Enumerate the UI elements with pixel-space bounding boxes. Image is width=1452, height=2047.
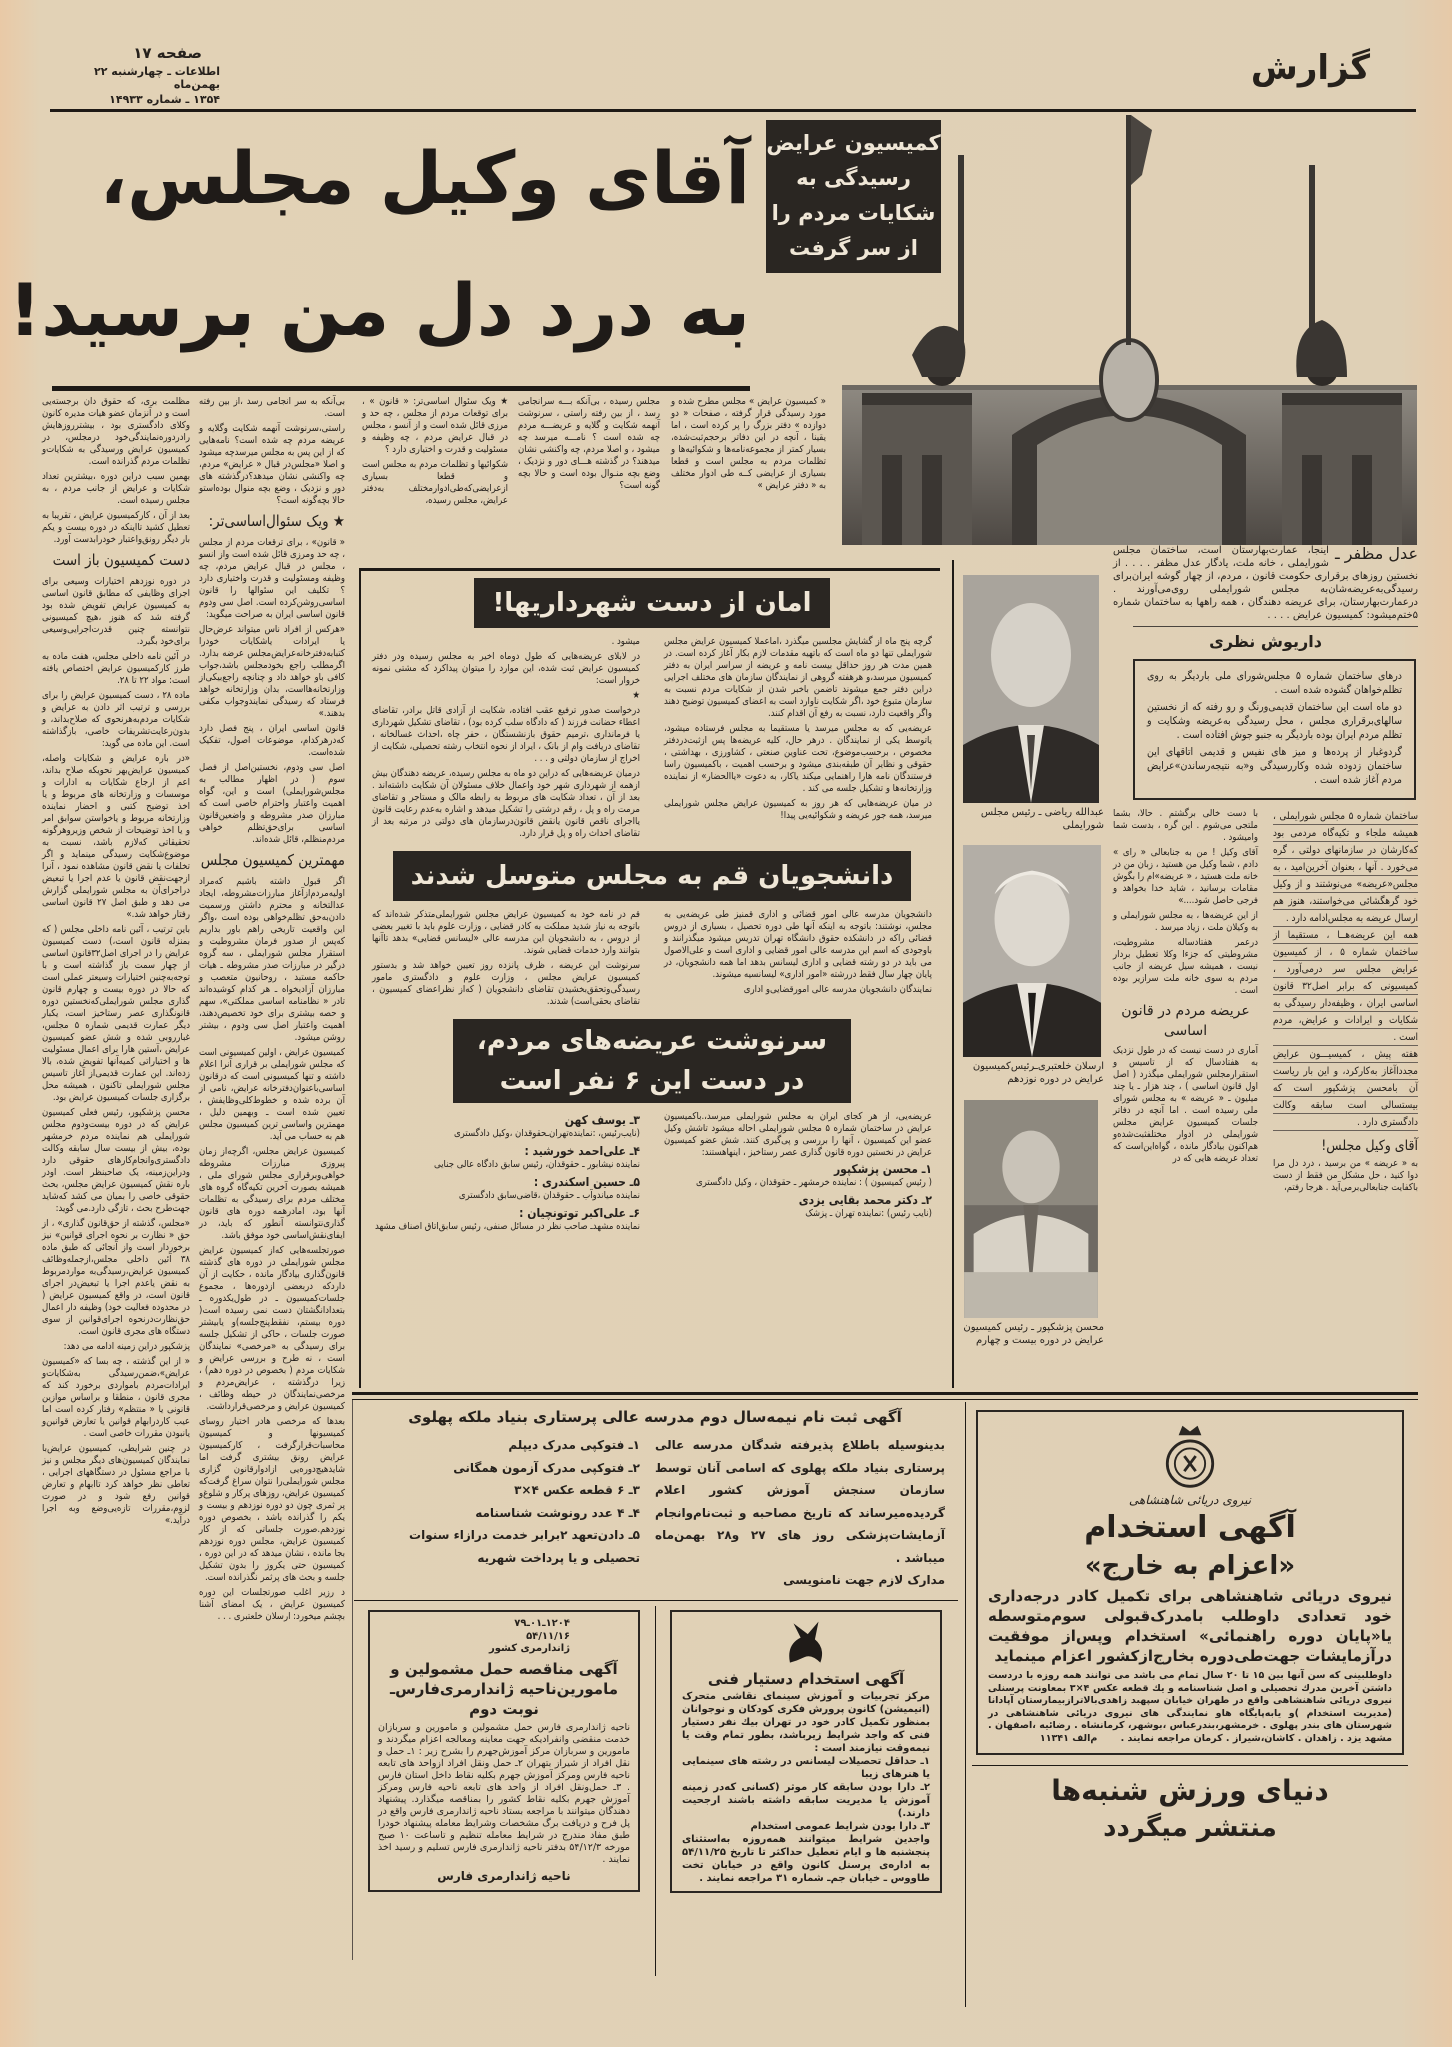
article-column: [372, 909, 640, 1011]
paragraph: درهای ساختمان شماره ۵ مجلس‌شورای ملی باردیگر به روی تظلم‌خواهان گشوده شده است .: [1147, 670, 1402, 696]
paragraph: در لابلای عریضه‌هایی که طول دوماه اخیر به مجلس رسیده ودر دفتر کمیسیون عرایض ثبت شده، این موارد را میتوان پیداکرد که مشتی نمونه خروار است:: [372, 651, 640, 686]
members-list-right: [664, 1111, 932, 1237]
navy-emblem-icon: [1162, 1422, 1218, 1492]
kicker-line: کمیسیون عرایض: [766, 131, 941, 155]
nursing-ad-text: بدینوسیله باطلاع پذیرفته شدگان مدرسه عالی پرستاری بنیاد ملکه پهلوی که اسامی آنان توسط سازمان سنجش آموزش کشور اعلام گردیده‌میرساند که تاریخ مصاحبه و ثبت‌نام‌وانجام آزمایشات‌پزشکی روز های ۲۷ و۲۸ بهمن‌ماه میباشد .: [655, 1438, 945, 1565]
paragraph: سرنوشت این عریضه ، ظرف پانزده روز تعیین خواهد شد و بدستور کمیسیون عرایض مجلس ، وزارت علوم و دادگستری مامور رسیدگی‌وتحقق‌بخشیدن تقاضای دانشجویان ( که‌از نظراعضای کمیسیون ، تقاضای بحقی‌است) شدند.: [372, 960, 640, 1007]
navy-ad-title: آگهی استخدام: [1084, 1510, 1296, 1545]
gendarmerie-ad-body: ناحیه ژاندارمری فارس حمل مشمولین و مامورین و سربازان خدمت منقضی وانفرادیکه جهت معاینه ومعالجه اعزام میگردند و مامورین و سربازان مرکز آموزش‌جهرم را بشرح زیر : ۱ـ حمل و نقل افراد از شیراز بتهران ۲ـ حمل ونقل افراد ازواحد های تابعه ناحیه فارس ومرکز آموزش جهرم بکلیه نقاط داخل استان فارس . ۳ـ حمل‌ونقل افراد از واحد های تابعه ناحیه فارس ومرکز آموزش جهرم بکلیه نقاط کشور را بمناقصه میگذارد. پیشنهاد دهندگان میتوانند با مراجعه بستاد ناحیه ژاندارمری فارس واقع در پل فرح و دریافت برگ مشخصات وشرایط معامله پیشنهاد خودرا طبق مفاد مندرج در شرایط معامله تنظیم و تاساعت ۱۰ صبح مورخه ۵۴/۱۲/۳ بدفتر ناحیه ژاندارمری فارس تسلیم و رسید اخذ نمایند .: [378, 1721, 631, 1865]
kanoon-ad-title: آگهی استخدام دستیار فنی: [707, 1670, 905, 1688]
sports-notice-line1: دنیای ورزش شنبه‌ها: [1051, 1774, 1329, 1807]
ad-divider: [655, 1606, 656, 1976]
left-subcolumn: [1113, 808, 1258, 1197]
paragraph: قانون اساسی ایران ، پنج فصل دارد که‌درهرکدام، موضوعات اصول، تفکیک شده‌است.: [199, 723, 345, 758]
paragraph: دو ماه است این ساختمان قدیمی‌ورنگ و رو رفته که از نخستین سالهای‌برقراری مجلس ، محل رسیدگی به‌عریضه وشکایت و تظلم مردم ایران بوده باردیگر به جنبو جوش افتاده است .: [1147, 701, 1402, 741]
nursing-ad-item: ۵ـ دادن‌تعهد ۲برابر خدمت درازاء سنوات تحصیلی و یا پرداخت شهریه: [409, 1528, 640, 1565]
subheading-line: در دست این ۶ نفر است: [499, 1066, 805, 1096]
paragraph: با دست خالی برگشتم . حالا، بشما ملتجی می‌شوم . این گره ، بدست شما وامیشود .: [1113, 808, 1258, 843]
main-headline-line1: آقای وکیل مجلس،: [99, 136, 750, 220]
intro-box: [1133, 659, 1416, 800]
section-rule: [352, 1399, 1418, 1400]
members-list-left: [372, 1111, 640, 1237]
caption-rule: [1133, 626, 1418, 627]
kanoon-ad-box: [670, 1610, 942, 1893]
members-intro: عریضه‌یی، از هر کجای ایران به مجلس شورایملی میرسد،.باکمیسیون عرایض در ساختمان شماره ۵ مجلس شورایملی احاله میشود تاشش وکیل عضو این کمیسیون ، آنها را بررسی و پی‌گیری کنند. شش عضو کمیسیون عرایض در نخستین دوره قانون گذاری عصر رستاخیز ، اینهاهستند:: [664, 1111, 932, 1158]
byline: داریوش نظری: [1209, 632, 1322, 651]
navy-and-sports: [972, 1410, 1408, 1846]
member-name: ۴ـ علی‌احمد خورشید :: [524, 1144, 640, 1158]
paragraph: مجلس رسیده ، بی‌آنکه بـــه سرانجامی رسد ، از بین رفته راستی ، سرنوشت آنهمه شکایت و گلایه و عریضـــه مردم چه شده است ؟ نامـــه میرسد چه میشود ، و اصلا مردم، چه واکنشی نشان میدهند؟ در گذشته هـــای دور و نزدیک ، وضع بچه منـوال بوده است و حالا بچه گونه است؟: [518, 396, 660, 491]
paragraph: در چنین شرایطی، کمیسیون عرایض‌با نمایندگان کمیسیون‌های دیگر مجلس و نیز با مراجع مسئول در دستگاههای اجرایی ، تعاطی نظر خواهد کرد تاابهام و تعارض قوانین رفع شود و در صورت لزوم،مقررات تازه‌یی‌وضع وبه اجرا درآید.»: [42, 1443, 190, 1526]
paragraph: بعد از آن ، کارکمیسیون عرایض ، تقریبا به تعطیل کشید تااینکه در دوره بیست و یکم بار دیگر رونق‌واعتبار خودرابدست آورد.: [42, 510, 190, 545]
kanoon-ad-item: ۲ـ دارا بودن سابقه کار موثر (کسانی که‌در زمینه آموزش یا مدیریت سابقه داشته باشند ارجحیت دارند.): [682, 1782, 930, 1819]
article-column: [671, 396, 826, 495]
member-name: ۲ـ دکتر محمد بقایی یزدی: [798, 1193, 932, 1207]
paragraph: « کمیسیون عرایض » مجلس مطرح شده و مورد رسیدگی قرار گرفته ، صفحات « دو دوازده » دفتر بزرگ را پر کرده است ، اما یقینا ، آنچه در این دفاتر برحجم‌ثبت‌شده، بسیار کمتر از مجموعه‌نامه‌ها و شکوائیه‌ها و تظلمات مردم به مجلس است و قطعا بسیاری از عرایضی کــه طی ادوار مختلف به « دفتر عرایض »: [671, 396, 826, 491]
article-column: [518, 396, 660, 495]
article-column: [664, 909, 932, 1011]
gendarmerie-ad-box: [368, 1610, 640, 1892]
navy-ad-body: [988, 1670, 1392, 1745]
paragraph: باین ترتیب ، آئین نامه داخلی مجلس ( که بمنزله قانون است،) دست کمیسیون عرایض را در اجرای اصل‌۳۲قانون اساسی از چهار سمت باز گذاشته است و با توجه‌به‌چنین اختیارات وسیعتر عملی است که حالا در دوره بیست و چهارم قانون گذاری مجلس شورایملی‌که‌نخستین دوره قانونگذاری عصر رستاخیز است، یکبار دیگر عمارت قدیمی شماره ۵ مجلس، غبارروبی شده و شش عضو کمیسیون عرایض ،آستین هارا برای اعمال مسئولیت ها و اختیاراتی کمیه‌آنها تفویض شده، بالا زده‌اند. این عمارت قدیمی‌از آغاز تاسیس مجلس شورایملی تاکنون ، همیشه محل برگزاری جلسات کمیسیون عرایض بود.: [42, 924, 190, 1103]
nursing-ad-item: ۳ـ ۶ قطعه عکس ۴×۳: [514, 1483, 640, 1497]
box-left-rule: [359, 568, 361, 1388]
paragraph: قم در نامه خود به کمیسیون عرایض مجلس شورایملی‌متذکر شده‌اند که باتوجه به نیاز شدید مملکت به کادر قضایی ، وزارت علوم باید با تغییر بعضی از دروس ، به دانشجویان این مدرسه عالی «لیسانس قضایی» بدهد تاآنها بتوانند وارد خدمات قضایی شوند.: [372, 909, 640, 956]
ruled-column: [1273, 808, 1418, 1131]
paragraph: هفته پیش ، کمیسیـــون عرایض مجدداآغاز به‌کارکرد، و این بار ریاست آن بامحسن پزشکپور است که بیستسالی است سابقه وکالت دادگستری دارد .: [1273, 1049, 1418, 1128]
paragraph: کمیسیون عرایض ، اولین کمیسیونی است که مجلس شورایملی بر قراری آنرا اعلام داشته و تنها کمیسیونی است که درقانون اساسی‌باعنوان‌دفترخانه عرایض، نامی از آن برده شده و خطوط‌کلی‌وظایفش ، تعیین شده است ـ وبهمین دلیل ، مهمترین واساسی ترین کمیسیون مجلس هم به حساب می آید.: [199, 1047, 345, 1142]
nursing-ad-items: [400, 1434, 640, 1569]
portrait-caption: عبدالله ریاضی ـ رئیس مجلس شورایملی: [980, 807, 1104, 831]
portrait-caption: محسن پزشکپور ـ رئیس کمیسیون عرایض در دوره بیست و چهارم: [963, 1322, 1104, 1346]
paragraph: بی‌آنکه به سر انجامی رسد ،از بین رفته است.: [199, 396, 345, 419]
paragraph: بهمین سبب دراین دوره ،بیشترین تعداد شکایات و عرایض از جانب مردم ، به مجلس رسیده است.: [42, 471, 190, 506]
paragraph: نمایندگان دانشجویان مدرسه عالی امورقضایی‌و اداری: [743, 984, 932, 995]
article-column: [1113, 1045, 1258, 1165]
headline-rule: [52, 386, 750, 391]
page-info: [70, 44, 220, 106]
paragraph: پزشکپور دراین زمینه ادامه می دهد:: [63, 1341, 190, 1352]
paragraph: میشود .: [611, 636, 640, 647]
gendarmerie-ad-date: ۵۴/۱۱/۱۶: [526, 1630, 570, 1642]
article-column: [362, 396, 508, 510]
gendarmerie-ad-signature: ناحیه ژاندارمری فارس: [437, 1868, 571, 1883]
paragraph: محسن پزشکپور، رئیس فعلی کمیسیون عرایض که در دوره بیست‌ودوم مجلس شورایملی هم نماینده مردم خرمشهر بوده، بیش از بیست سال سابقه وکالت دادگستری‌و‌انجام‌کارهای حقوقی دارد ودراین‌زمینه، یک صاحبنظر است. او‌در باره نقش کمیسیون عرایض مجلس، بحث حقوقی خاصی را بمیان می کشد کەشاید جهت‌طرح بحث ، تازگی دارد.می گوید:: [42, 1107, 190, 1214]
paragraph: شکوائیها و تظلمات مردم به مجلس است و قطعا بسیاری ازعرایضی‌کەطی‌ادوار‌مختلف به‌دفتر عرایض، مجلس رسیده،: [362, 459, 508, 506]
boxed-section: [372, 578, 932, 1237]
paragraph: «هرکس از افراد ناس میتواند عرض‌حال یا ایرادات یاشکایات خودرا کتبابه‌دفترخانه‌عرایض‌مجلس عرضه بدارد. اگرمطلب راجع بخودمجلس باشد،جواب کافی باو خواهد داد و چنانچه راجع‌بیکی‌از وزارتخانه‌هااست، بدان وزارتخانه خواهد فرستاد که رسیدگی نمایندوجواب مکفی بدهند.»: [199, 624, 345, 719]
navy-ad-box: [976, 1410, 1404, 1755]
paragraph: « قانون» ، برای ترقعات مردم از مجلس ، چه حد ومرزی قائل شده است واز انسو ، مجلس در قبال عرایض مردم، چه وظیفه ومسئولیت و قدرت واختیاری دارد ؟ تکلیف این سئوالها را قانون اساسی‌روشن‌کرده است. اصل سی ودوم قانون اساسی ایران به صراحت میگوید:: [199, 537, 345, 620]
column-subheading: دست کمیسیون باز است: [52, 551, 190, 569]
nursing-ad-body: [655, 1434, 945, 1592]
navy-emblem-text: نیروی دریائی شاهنشاهی: [1128, 1493, 1252, 1507]
member-role: نماینده نیشابور ـ حقوقدان، رئیس سابق دادگاه عالی جنایی: [434, 1159, 640, 1170]
kicker-line: شکایات مردم را: [771, 201, 936, 225]
paragraph: « از این گذشته ، چه بسا که «کمیسیون عرایض»،ضمن‌رسیدگی به‌شکایات‌و ایرادات‌مردم بامواردی برخورد کند که مجری قانون ، منطقا و براساس موازین قانونی یا « منتظم» رفتار کرده است اما عیب کاردرابهام قوانین یا تعارض قوانین‌و یانبودن مقررات خاصی است .: [42, 1356, 190, 1439]
paragraph: درمیان عریضه‌هایی که دراین دو ماه به مجلس رسیده، عریضه دهندگان بیش ازهمه از شهرداری شهر خود واعمال خلاف مسئولان آن شکایت داشته‌اند . بعد از آن ، تعداد شکایت های مربوط به رابطه مالک و مستاجر و تقاضای مرمت راه و پل ، رقم درشتی را تشکیل میدهد و اشاره به‌عدم رعایت قانون یااجرای ناقص قانون یانقض قانون‌درسازمان های دولتی در مرتبه بعد از تقاضای احداث راه و پل قرار دارد.: [372, 768, 640, 839]
column-divider: [352, 1400, 353, 1960]
nursing-ad-item: ۲ـ فتوکپی مدرک آزمون همگانی: [453, 1460, 640, 1475]
column-divider: [952, 560, 954, 1388]
section-title: گزارش: [1250, 48, 1370, 88]
paragraph: گردوغبار از پرده‌ها و میز های نفیس و قدیمی اتاقهای این ساختمان زدوده شده وکاررسیدگی و«به نتیجه‌رساندن»عرایض مردم آغاز شده است .: [1147, 746, 1402, 786]
paragraph: راستی،سرنوشت آنهمه شکایت وگلایه و عریضه مردم چه شده است؟ نامه‌هایی که از این پس به مجلس میرسدچه میشود و اصلا «مجلس‌در قبال « عرایض» مردم، چه واکنشی نشان میدهد؟درگذشته های دور و نزدیک ، وضع بچه منوال بوده‌استو حالا بچه‌گونه است؟: [199, 423, 345, 506]
article-column-left-a: [42, 396, 190, 1530]
paragraph: ★: [632, 690, 640, 701]
paragraph: به « عریضه » من برسید ، درد دل مرا دوا کنید ، حل مشکل من فقط از دست باکفایت جنابعالی‌برمی‌آید . هرجا رفتم،: [1273, 1158, 1418, 1193]
kanoon-ad-text: مرکز تجربیات و آموزش سینمای نقاشی متحرک (انیمیشن) کانون پرورش فکری کودکان و نوجوانان بمنظور تکمیل کادر خود در تهران بیك نفر دستیار فنی که واجد شرایط زیرباشد، بطور تمام وقت یا نیمه‌وقت نیازمند است :: [682, 1691, 930, 1754]
photo-caption-title: عدل مظفر ـ: [1334, 544, 1418, 563]
paragraph: ماده ۲۸ ، دست کمیسیون عرایض را برای بررسی و ترتیب اثر دادن به عرایض و شکایات مردم‌به‌هرنحوی که صلاح‌بداند، و بدون‌رعایت‌تشریفات خاصی، بازگذاشته است. این ماده می گوید:: [42, 690, 190, 749]
nursing-ad-item: ۴ـ ۴ عدد رونوشت شناسنامه: [475, 1505, 640, 1520]
kanoon-ad-item: ۳ـ دارا بودن شرایط عمومی استخدام: [750, 1821, 930, 1832]
right-column: [1113, 544, 1418, 1197]
paragraph: اگر قبول داشته باشیم که‌مراد اولیه‌مردم‌ازآغاز مبارزات‌مشروطه، ایجاد عدالتخانه و محترم داشتن ورسمیت دادن‌به‌حق تظلم‌خواهی بوده است ،واگر این واقعیت تاریخی راهم باور بداریم که‌پس از صدور فرمان مشروطیت و استقرار مجلس شورایملی ، سه گروه درگیر در مبارزات صدر مشروطه ـ هیات حاکمه مستبد ، روحانیون متعصب و مبارزان آزادیخواه ـ هر کدام کوشیده‌اند تادر « نظامنامه اساسی مملکتی»، سهم و حصه بیشتری برای خود تخصیص‌دهند، اهمیت واعتبار اصل سی ودوم ، بیشتر روشن میشود.: [199, 876, 345, 1043]
gendarmerie-ad-org: ژاندارمری کشور: [489, 1643, 570, 1654]
paragraph: «مجلس، گذشته از حق‌قانون گذاری» ، از حق « نظارت بر نحوه اجرای قوانین» نیز برخوردار است واز آنجائی که طبق ماده ۳۸ آئین داخلی مجلس،ازجمله‌وظائف کمیسیون عرایض،رسیدگی‌به موارد‌مربوط به نقض یاعدم اجرا یا تبعیض‌در اجرای قانون است، در واقع کمیسیون عرایض ( در محدوده فعالیت خود) وظیفه دار اعمال حق‌نظارت‌درنحوه اجرای‌قوانین از سوی دستگاه های مجری قانون است.: [42, 1218, 190, 1337]
subheading-qom-students: دانشجویان قم به مجلس متوسل شدند: [393, 851, 912, 901]
member-role: نماینده مشهد‌ـ صاحب نظر در مسائل صنفی، رئیس سابق‌اتاق اصناف مشهد: [375, 1221, 640, 1232]
navy-ad-code: م‌الف ۱۱۳۴۱: [1039, 1732, 1098, 1744]
member-role: نماینده میاندوآب ـ حقوقدان ،قاضی‌سابق دادگستری: [458, 1190, 640, 1201]
paragraph: در دوره نوزدهم اختیارات وسیعی برای اجرای وظایفی که مطابق قانون اساسی به کمیسیون عرایض تفویض شده بود گرفته شد که هنوز ،هیچ کمیسیونی نتوانسته چنین قدرت‌اجرایی‌وسیعی برای‌خود بگیرد.: [42, 576, 190, 647]
article-column: [1113, 808, 1258, 997]
subheading-line: سرنوشت عریضه‌های مردم،: [476, 1026, 828, 1056]
ad-divider: [972, 1765, 1408, 1766]
paragraph: همه این عریضه‌هــا ، مستقیما از ساختمان شماره ۵ ، از کمیسیون عرایض مجلس سر درمی‌آورد ، کمیسیونی که برابر اصل۳۲ قانون اساسی ایران ، وظیفه‌دار رسیدگی به شکایات و ایرادات و عرایض، مردم است .: [1273, 930, 1418, 1043]
gendarmerie-ad-title: آگهی مناقصه حمل مشمولین و مامورین‌ناحیه ژاندارمری‌فارس‌ـ نوبت دوم: [389, 1659, 619, 1718]
box-top-rule: [360, 568, 940, 571]
section-rule: [352, 1392, 1418, 1395]
kicker-line: رسیدگی به: [796, 166, 911, 190]
portrait-caption: ارسلان خلعتبری‌ـرئیس‌کمیسیون عرایض در دوره نوزدهم: [972, 1061, 1104, 1085]
member-name: ۳ـ یوسف کهن: [564, 1113, 640, 1127]
kanoon-ad-footer: واجدین شرایط میتوانند همه‌روزه به‌استثنای پنجشنبه ها و ایام تعطیل حداکثر تا تاریخ ۵۴/۱۱/۲۵ به اداره‌ی پرسنل کانون واقع در خیابان تخت طاووس ـ خیابان جم‌ـ شماره ۳۱ مراجعه نمایند .: [682, 1834, 930, 1884]
paragraph: «در باره عرایض و شکایات واصله، کمیسیون عرایض‌بهر نحویکه صلاح بداند، اعم از ارجاع شکایات به ادارات و موسسات و وزارتخانه های مربوط و یا اخذ توضیح کتبی و احضار نماینده وزارتخانه مربوط و یاخواستن سوابق امر و یا اخذ توضیحات از شخص وزیرو‌هرگونه تحقیقاتی که‌لازم باشد، نسبت به موضوع‌شکایت رسیدگی مینماید و اگر تخلفات یا نقض قانون مشاهده نمود ، آنرا ازجهت‌نقض قانون یا عدم اجرا یا تبعیض دراجرای‌آن به مجلس شورایملی گزارش می دهد و طبق اصل ۲۷ قانون اساسی رفتار خواهد شد.»: [42, 753, 190, 920]
paragraph: در آئین نامه داخلی مجلس، هفت ماده به طرز کارکمیسیون عرایض اختصاص یافته است: مواد ۲۲ تا ۲۸.: [42, 651, 190, 686]
dateline: اطلاعات ـ چهارشنبه ۲۲ بهمن‌ماه: [94, 65, 220, 91]
header-rule: [50, 109, 1416, 112]
paragraph: مظلمت بری، که حقوق دان برجسته‌یی است و در آنزمان عضو هیات مدیره کانون وکلای دادگستری بود ، بیشترروزهایش رادردوره‌نمایندگی‌خود درمجلس، در کمیسیون عرایض ورسیدگی به شکایات‌و تظلمات مردم گذرانده است.: [42, 396, 190, 467]
paragraph: آقای وکیل ! من به جنابعالی « رای » دادم ، شما وکیل من هستید ، زبان من در خانه ملت هستید ، « عریضه»ام را بگوش مقامات برسانید ، شاید خدا بخواهد و فرجی حاصل شود....»: [1113, 847, 1258, 906]
paragraph: آماری در دست نیست که در طول نزدیک به هفتادسال که از تاسیس و استقرارمجلس شورایملی میگذرد ( اصل اول قانون اساسی ) ، چند هزار ـ یا چند میلیون ـ « عریضه » به مجلس شورای ملی رسیده است . اما آنچه در دفاتر جلسات کمیسیون عرایض مجلس شورایملی در ادوار مختلفثبت‌شده‌و هم‌اکنون بیادگار مانده ، گواه‌این‌است که تعداد عریضه هایی که در: [1113, 1045, 1258, 1164]
gendarmerie-ad-header: [378, 1618, 630, 1656]
paragraph: صورتجلسه‌هایی که‌از کمیسیون عرایض مجلس شورایملی در دوره های گذشته قانون‌گذاری بیادگار مانده ، حکایت از آن داردکه دربعضی ازدوره‌ها ، مجموع جلسات‌کمیسیون ـ در طول‌یکدوره ـ بتعداد‌انگشتان دست نمی رسیده است( دوره بیستم، نفقط‌پنج‌جلسه)و یابیشتر صورت جلسات ، حاکی از تشکیل جلسه برای رسیدگی به «مرخصی» نمایندگان است ، نه طرح و بررسی عرایض و شکایات مردم ( بخصوص در دوره دهم) ، زیرا درگذشته ، عرایض‌مردم و مرخصی‌نمایندگان در حیطه وظائف ، کمیسیون عرایض و مرخصی‌قرارداشت.: [199, 1245, 345, 1412]
nursing-ad-title: آگهی ثبت نام نیمه‌سال دوم مدرسه عالی پرستاری بنیاد ملکه پهلوی: [408, 1408, 902, 1426]
paragraph: بعدها که مرخصی هادر اختیار روسای کمیسیونها و کمیسیون محاسبات‌قرارگرفت ، کارکمیسیون عرایض رونق بیشتری گرفت اما شایدهیچ‌دوره‌یی ازادوار‌قانون گزاری مجلس شورایملی‌را نتوان سراغ گرفت‌که کمیسیون عرایض، روزهای پرکار و شلوغ‌و پر ثمری چون دو دوره نوزدهم و بیست و یکم را گذرانده باشد ، بخصوص دوره نوزدهم.صورت جلساتی که از کار کمیسیون عرایض، مجلس دوره نوزدهم بجا مانده ، نشان میدهد که در این دوره ، کمیسیون حتی یکروز را بدون تشکیل جلسه و بحث های پرثمر نگذرانده است.: [199, 1416, 345, 1583]
ad-divider: [965, 1402, 966, 2007]
gendarmerie-ad-ref: ۱۲۰۴ـ۰۱ـ۷۹: [514, 1618, 570, 1629]
navy-ad-lead: نیروی دریائی شاهنشاهی برای تکمیل کادر درجه‌داری خود تعدادی داوطلب بامدرک‌قبولی سوم‌متوسطه یا«پایان دوره راهنمائی» استخدام وپس‌از موفقیت درآزمایشات جهت‌طی‌دوره بخارج‌ازکشور اعزام مینماید: [988, 1587, 1392, 1665]
member-name: ۱ـ محسن پزشکپور: [833, 1162, 932, 1176]
paragraph: ★ ویک سئوال اساسی‌تر: « قانون » ، برای توقعات مردم از مجلس ، چه حد و مرزی قائل شده است و از آنسو ، مجلس در قبال عرایض مردم ، چه وظیفه و مسئولیت و قدرت و اختیاری دارد ؟: [362, 396, 508, 455]
ad-divider: [354, 1600, 958, 1601]
portrait-photo: [962, 845, 1102, 1057]
parliament-gate-photo: [842, 115, 1417, 545]
subheading-municipalities: امان از دست شهرداریها!: [474, 578, 829, 628]
paragraph: کمیسیون عرایض مجلس، اگرچه‌از زمان پیروزی مبارزات مشروطه خواهی‌وبرقراری مجلس شورای ملی ، همیشه بصورت آخرین تکیه‌گاه گروه های مختلف مردم برای رسیدگی به تظلمات آنها بود، امادرهمه دوره های قانون گذاری‌نتوانسته آنطور که باید، در ایفای‌نقش‌اساسی خود موفق باشد.: [199, 1146, 345, 1241]
ruled-column-wrap: [1273, 808, 1418, 1197]
nursing-ad-item: ۱ـ فتوکپی مدرک دیپلم: [508, 1438, 640, 1452]
member-name: ۶ـ علی‌اکبر توتونچیان :: [519, 1206, 640, 1220]
paragraph: در میان عریضه‌هایی که هر روز به کمیسیون عرایض مجلس شورایملی میرسد، همه جور عریضه و شکوائیه‌یی پیدا!: [664, 798, 932, 821]
member-role: (نایب رئیس) :نماینده تهران ـ پزشک: [805, 1208, 932, 1219]
page-number: صفحه ۱۷: [133, 44, 202, 62]
column-subheading: ★ ویک سئوال‌اساسی‌تر:: [208, 512, 345, 530]
photo-caption: [1113, 544, 1418, 622]
ruled-column-end: [1273, 1137, 1418, 1194]
main-headline-line2: به درد دل من برسید!: [8, 268, 750, 352]
subheading-constitution: عریضه مردم در قانون اساسی: [1121, 1003, 1250, 1039]
paragraph: عریضه‌یی که به مجلس میرسد یا مستقیما به مجلس فرستاده میشود، یاتوسط یکی از نمایندگان . درهر حال، کلیه عریضه‌ها پس ازثبت‌دردفتر مخصوص ، برحسب‌موضوع، تحت عناوین صنعتی ، کشاورزی ، بهداشتی ، حقوقی و نظایر آن طبقه‌بندی میشود و برحسب اهمیت ، باکمیسیون راسا فرستندگان نامه هارا راهنمایی میکند یاکار، به دعوت «یاالحضار» از نماینده وزارتخانه‌ها و تشکیل جلسه می کند .: [664, 723, 932, 794]
paragraph: گرچه پنج ماه از گشایش مجلسین میگذرد ،اماعملا کمیسیون عرایض مجلس شورایملی تنها دو ماه است که باتهیه مقدمات لازم بکار آغاز کرده است. در همین مدت هر روز حداقل بیست نامه و عریضه از سراسر ایران به دفتر کمیسیون میرسد،و هرهفته گروهی از نمایندگان سازمان های مختلف اجرایی دراین دفتر جمع میشوند تاضمن باخبر شدن از شکایات مردم نسبت به سازمان متبوع خود ،اگر شکایت ناوارد است به اعضای کمیسیون توضیح دهند واگر واقعیت دارد، نسبت به رفع آن اقدام کنند.: [664, 636, 932, 719]
portrait-photo: [963, 575, 1099, 803]
member-role: (نایب‌رئیس، :نماینده‌تهران‌ـحقوقدان ،وکیل دادگستری: [453, 1128, 640, 1139]
paragraph: درخواست صدور ترفیع عقب افتاده، شکایت از آزادی قاتل برادر، تقاضای اعطاء حضانت فرزند ( که دادگاه سلب کرده بود) ، تقاضای تشکیل شهرداری یا فرمانداری ،ترمیم حقوق بازنشستگان ، حفر چاه ،احداث غسالخانه ، تقاضای دریافت وام از بانک ، ایراد از نحوه انتخاب رشته تحصیلی، شکایت از اخراج از سازمان دولتی و . . .: [372, 705, 640, 764]
kicker-line: از سر گرفت: [789, 236, 918, 260]
paragraph: از این عریضه‌ها ، به مجلس شورایملی و به وکیلان ملت ، زیاد میرسد .: [1113, 910, 1258, 933]
article-column: [664, 636, 932, 843]
member-role: ( رئیس کمیسیون ) : نماینده خرمشهر ـ حقوقدان ، وکیل دادگستری: [696, 1177, 932, 1188]
member-name: ۵ـ حسین اسکندری :: [533, 1175, 640, 1189]
kanoon-ad-body: [682, 1690, 930, 1885]
article-column-left-b: [199, 396, 345, 1626]
column-subheading: مهمترین کمیسیون مجلس: [200, 851, 345, 869]
photo-caption-text: اینجا، عمارت‌بهارستان است، ساختمان مجلس شورایملی ، خانه ملت، یادگار عدل مظفر . . . . از نخستین روزهای برقراری حکومت قانون ، مردم، از چهار گوشه ایران‌برای رسیدگی‌به‌عریضه‌شان‌به مجلس شورایملی روی‌می‌آورند . درعمارت‌بهارستان، برای عریضه دهندگان ، همه راهها به ساختمان شماره ۵ختم‌میشود: کمیسیون عرایض . . . .: [1113, 545, 1418, 621]
paragraph: ساختمان شماره ۵ مجلس شورایملی ، همیشه ملجاء و تکیه‌گاه مردمی بود که‌کارشان در سازمانهای دولتی ، گره می‌خورد . آنها ، بعنوان آخرین‌امید ، به مجلس«عریضه» می‌نوشتند و از وکیل خود گرهگشائی می‌خواستند، هنوز هم ارسال عریضه به مجلس‌ادامه دارد .: [1273, 811, 1418, 924]
article-column: [372, 636, 640, 843]
paragraph: درعمر هفتادساله مشروطیت، مشروطیتی که جزءا وکلا تعطیل بردار نیست ، همیشه سیل عریضه از جانب مردم به سوی خانه ملت سرازیر بوده است .: [1113, 937, 1258, 996]
issue-number: ۱۳۵۴ ـ شماره ۱۴۹۳۳: [109, 93, 220, 106]
navy-ad-text: داوطلبینی که سن آنها بین ۱۵ تا ۲۰ سال تمام می باشد می توانند همه روزه با دردست داشتن آخرین مدرك تحصیلی و اصل شناسنامه و یك قطعه عکس ۴×۳ بمعاونت پرسنلی نیروی دریائی شاهنشاهی واقع در طهران خیابان سپهبد زاهدی‌بالاتر‌ازبیمارستان آپادانا (مدیریت استخدام )و یا‌به‌پایگاه هاو نمایندگی های نیروی دریائی شاهنشاهی در شهرستان های بندر پهلوی . خرمشهر،بندرعباس ،بوشهر، کرمانشاه . رضائیه ،اصفهان . مشهد یزد . زاهدان . کاشان،شیراز . کرمان مراجعه نمایند .: [988, 1670, 1393, 1744]
kanoon-ad-item: ۱ـ حداقل تحصیلات لیسانس در رشته های سینمایی یا هنرهای زیبا: [682, 1756, 930, 1780]
intro-box-text: [1147, 669, 1402, 787]
paragraph: دانشجویان مدرسه عالی امور قضائی و اداری قمنیز طی عریضه‌یی به مجلس، نوشتند: باتوجه به اینکه آنها طی دوره تحصیل ، بسیاری از دروس قضائی راکه در دانشکده حقوق دانشگاه تهران تدریس میشود میگذرانند و باوجودی که اسم این مدرسه عالی امور قضایی و اداری است و علی‌الاصول می باید در دو رشته قضایی و اداری لیسانس بدهد اما همه دانشجویان، در پایان چهار سال فقط دررشته «امور اداری» لیسانسیه میشوند.: [664, 909, 932, 980]
navy-ad-subtitle: «اعزام به خارج»: [1084, 1551, 1296, 1581]
nursing-ad-docs-label: مدارک لازم جهت نامنویسی: [783, 1573, 945, 1587]
sports-notice-line2: منتشر میگردد: [1103, 1813, 1277, 1843]
paragraph: اصل سی ودوم، نخستین‌اصل از فصل سوم ( در اظهار مطالب به مجلس‌شورایملی) است و این، گواه اهمیت واعتبار واحترام خاصی است که مبارزان صدر مشروطه و واضعین‌قانون اساسی برای‌حق‌تظلم خواهی مردم‌منظلم، قائل شده‌اند.: [199, 762, 345, 845]
subheading-six-members: [453, 1019, 851, 1103]
ruled-heading: آقای وکیل مجلس!: [1321, 1138, 1418, 1154]
portrait-photo: [961, 1100, 1101, 1318]
kanoon-logo-icon: [781, 1618, 831, 1668]
paragraph: د رزیر اغلب صورتجلسات این دوره کمیسیون عرایض ، یک امضای آشنا بچشم میخورد: ارسلان خلعتبری . . .: [199, 1587, 345, 1622]
